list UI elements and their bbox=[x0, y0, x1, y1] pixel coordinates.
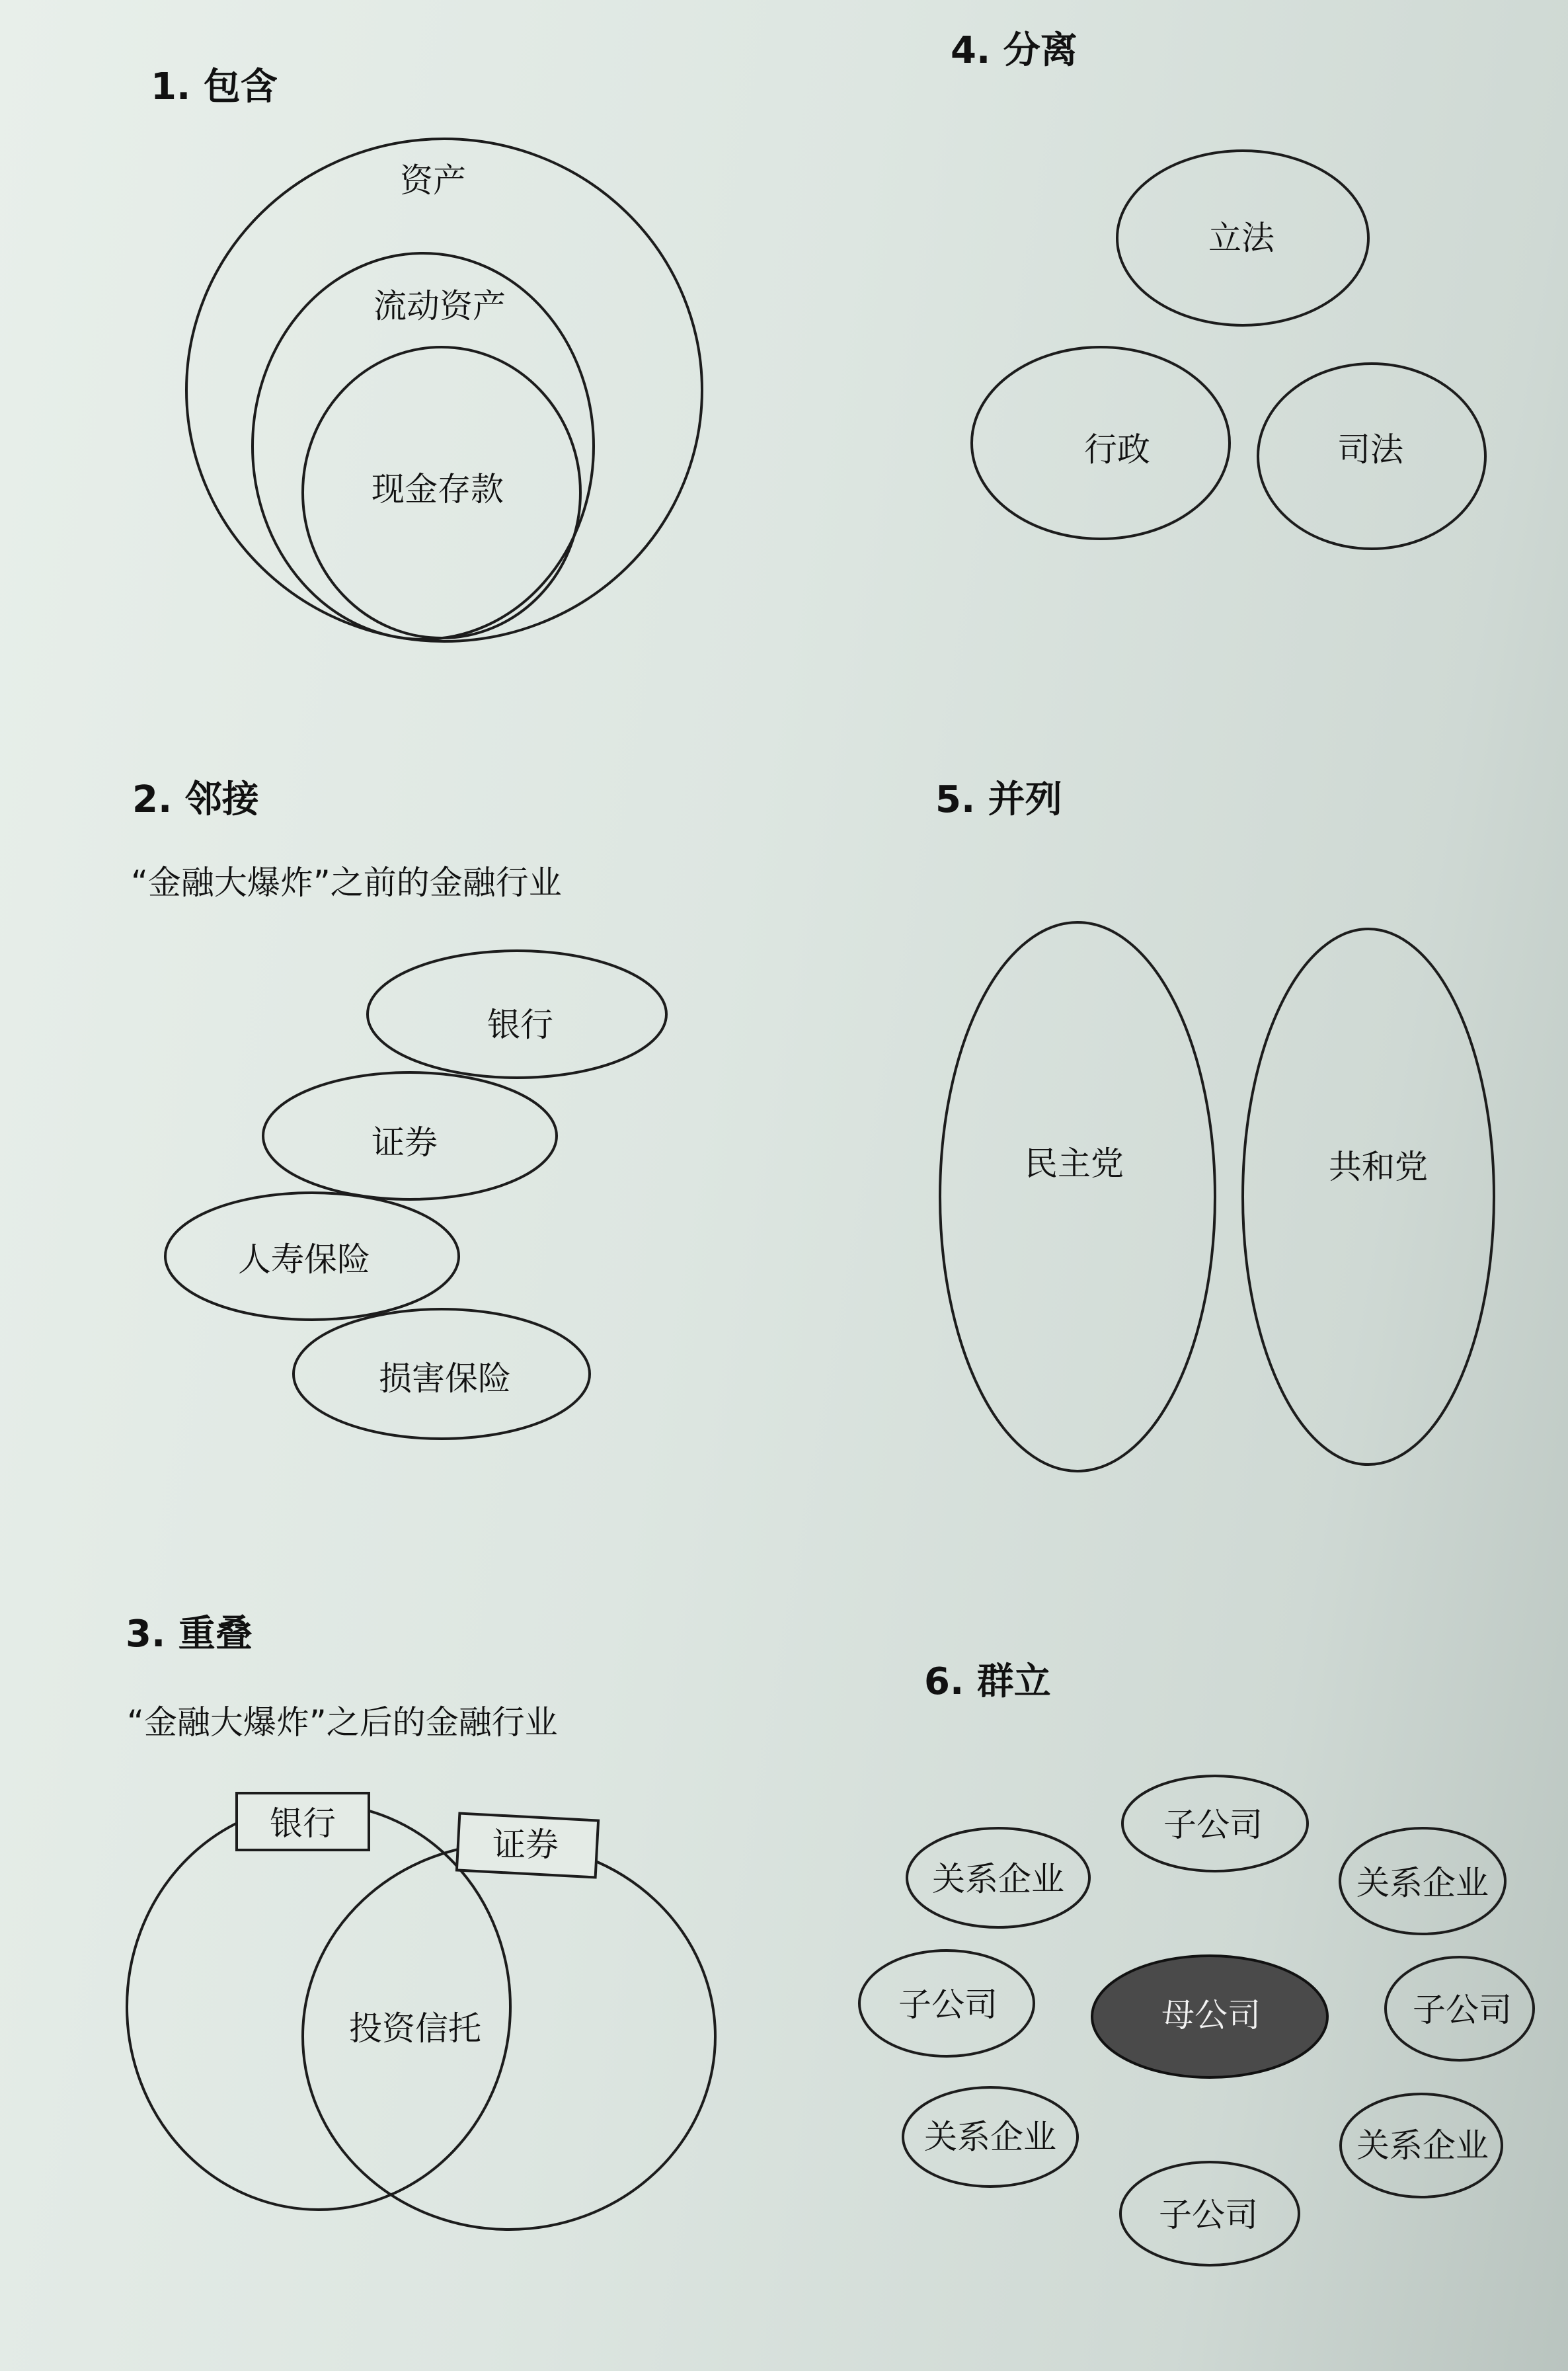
panel-overlap bbox=[126, 1613, 715, 2230]
panel-subtitle: “金融大爆炸”之后的金融行业 bbox=[127, 1703, 558, 1742]
circle-bank bbox=[127, 1804, 510, 2210]
outer-circle bbox=[186, 139, 702, 641]
label-investment-trust: 投资信托 bbox=[349, 2009, 481, 2048]
label-bank: 银行 bbox=[487, 1006, 553, 1044]
label-affiliate-lower-left: 关系企业 bbox=[924, 2118, 1056, 2156]
label-subsidiary-top: 子公司 bbox=[1163, 1806, 1263, 1844]
panel-title: 3. 重叠 bbox=[126, 1613, 253, 1656]
panel-title: 6. 群立 bbox=[924, 1660, 1051, 1703]
label-executive: 行政 bbox=[1084, 430, 1150, 469]
panel-adjacency bbox=[131, 778, 666, 1439]
panel-separation bbox=[951, 29, 1485, 549]
panel-title: 5. 并列 bbox=[935, 778, 1062, 821]
label-affiliate-upper-right: 关系企业 bbox=[1356, 1864, 1489, 1902]
outer-label: 资产 bbox=[400, 161, 466, 200]
label-republican: 共和党 bbox=[1329, 1148, 1428, 1186]
label-judicial: 司法 bbox=[1337, 430, 1403, 469]
panel-containment bbox=[151, 65, 702, 641]
label-subsidiary-bottom: 子公司 bbox=[1159, 2196, 1258, 2234]
label-affiliate-upper-left: 关系企业 bbox=[932, 1860, 1064, 1898]
ellipse-republican bbox=[1243, 929, 1494, 1465]
label-securities: 证券 bbox=[492, 1826, 559, 1864]
panel-title: 2. 邻接 bbox=[132, 778, 259, 821]
label-affiliate-lower-right: 关系企业 bbox=[1356, 2126, 1489, 2165]
ellipse-democrat bbox=[940, 922, 1215, 1471]
panel-parallel bbox=[935, 778, 1494, 1471]
panel-title: 4. 分离 bbox=[951, 29, 1078, 72]
label-casualty-insurance: 损害保险 bbox=[379, 1359, 511, 1398]
label-subsidiary-left: 子公司 bbox=[898, 1986, 998, 2024]
inner-label: 现金存款 bbox=[372, 470, 504, 508]
label-subsidiary-right: 子公司 bbox=[1413, 1991, 1512, 2029]
label-securities: 证券 bbox=[372, 1123, 438, 1162]
label-parent-company: 母公司 bbox=[1161, 1996, 1261, 2034]
panel-cluster bbox=[859, 1660, 1534, 2265]
label-democrat: 民主党 bbox=[1025, 1145, 1124, 1183]
label-life-insurance: 人寿保险 bbox=[238, 1240, 370, 1279]
panel-title: 1. 包含 bbox=[151, 65, 278, 108]
panel-subtitle: “金融大爆炸”之前的金融行业 bbox=[131, 864, 562, 902]
middle-label: 流动资产 bbox=[373, 287, 506, 325]
label-bank: 银行 bbox=[270, 1804, 336, 1843]
label-legislative: 立法 bbox=[1208, 219, 1274, 257]
